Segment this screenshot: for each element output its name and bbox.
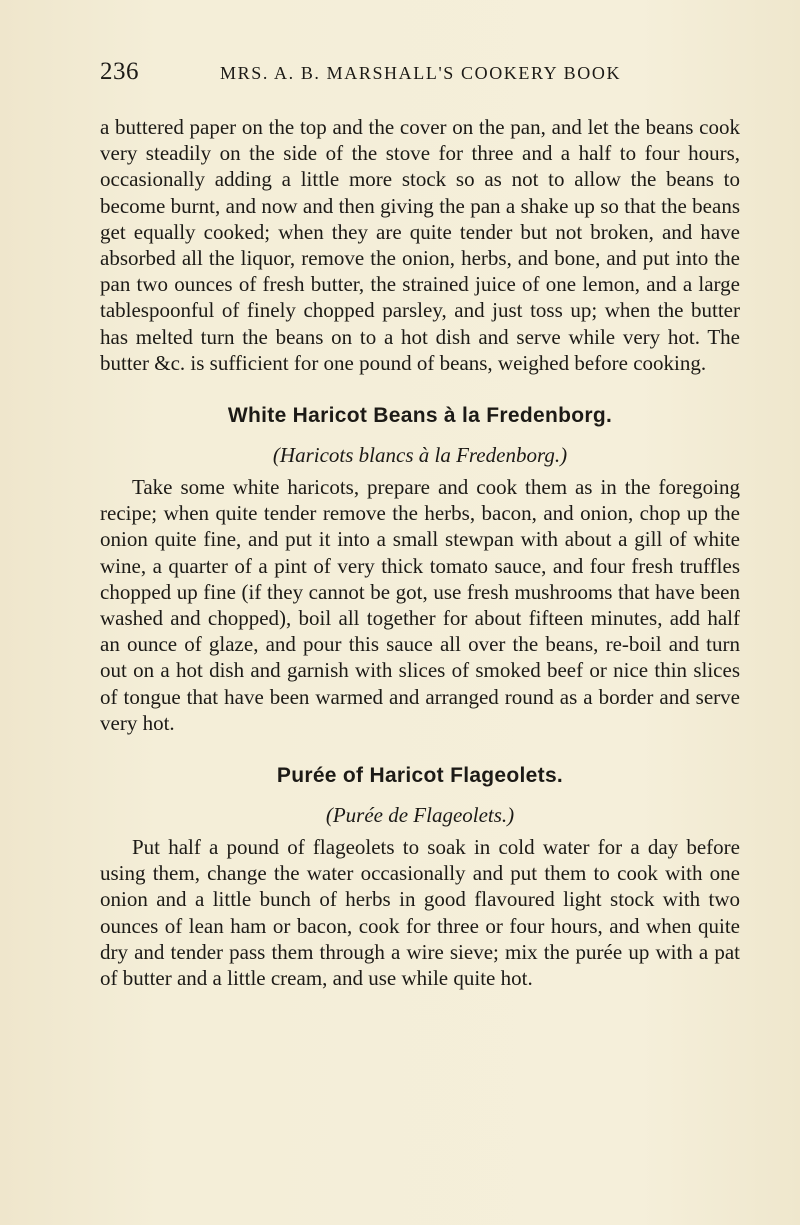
recipe-flageolets <box>100 762 740 991</box>
running-title: MRS. A. B. MARSHALL'S COOKERY BOOK <box>220 63 622 83</box>
page-number: 236 <box>100 58 139 85</box>
continuation-paragraph: a buttered paper on the top and the cover on the pan, and let the beans cook very steadily on the side of the stove for three and a half to four hours, occasionally adding a little more stock so as not to allow the beans to become burnt, and now and then giving the pan a shake up so that the beans get equally cooked; when they are quite tender but not broken, and have absorbed all the liquor, remove the onion, herbs, and bone, and put into the pan two ounces of fresh butter, the strained juice of one lemon, and a large tablespoonful of finely chopped parsley, and just toss up; when the butter has melted turn the beans on to a hot dish and serve while very hot. The butter &c. is sufficient for one pound of beans, weighed before cooking. <box>100 115 740 375</box>
recipe-title: Purée of Haricot Flageolets. <box>276 764 564 788</box>
recipe-body: Put half a pound of flageolets to soak in cold water for a day before using them, change the water occasionally and put them to cook with one onion and a little bunch of herbs in good flavoured light stock with two ounces of lean ham or bacon, cook for three or four hours, and when quite dry and tender pass them through a wire sieve; mix the purée up with a pat of butter and a little cream, and use while quite hot. <box>100 835 740 991</box>
page-header <box>100 58 740 98</box>
recipe-fredenborg <box>100 402 740 736</box>
recipe-body: Take some white haricots, prepare and cook them as in the foregoing recipe; when quite tender remove the herbs, bacon, and onion, chop up the onion quite fine, and put it into a small stewpan with about a gill of white wine, a quarter of a pint of very thick tomato sauce, and four fresh truffles chopped up fine (if they cannot be got, use fresh mushrooms that have been washed and chopped), boil all together for about fifteen minutes, add half an ounce of glaze, and pour this sauce all over the beans, re-boil and turn out on a hot dish and garnish with slices of smoked beef or nice thin slices of tongue that have been warmed and arranged round as a border and serve very hot. <box>100 475 740 735</box>
recipe-subtitle: (Haricots blancs à la Fredenborg.) <box>272 443 568 468</box>
recipe-subtitle: (Purée de Flageolets.) <box>325 803 515 828</box>
recipe-title: White Haricot Beans à la Fredenborg. <box>227 404 613 428</box>
